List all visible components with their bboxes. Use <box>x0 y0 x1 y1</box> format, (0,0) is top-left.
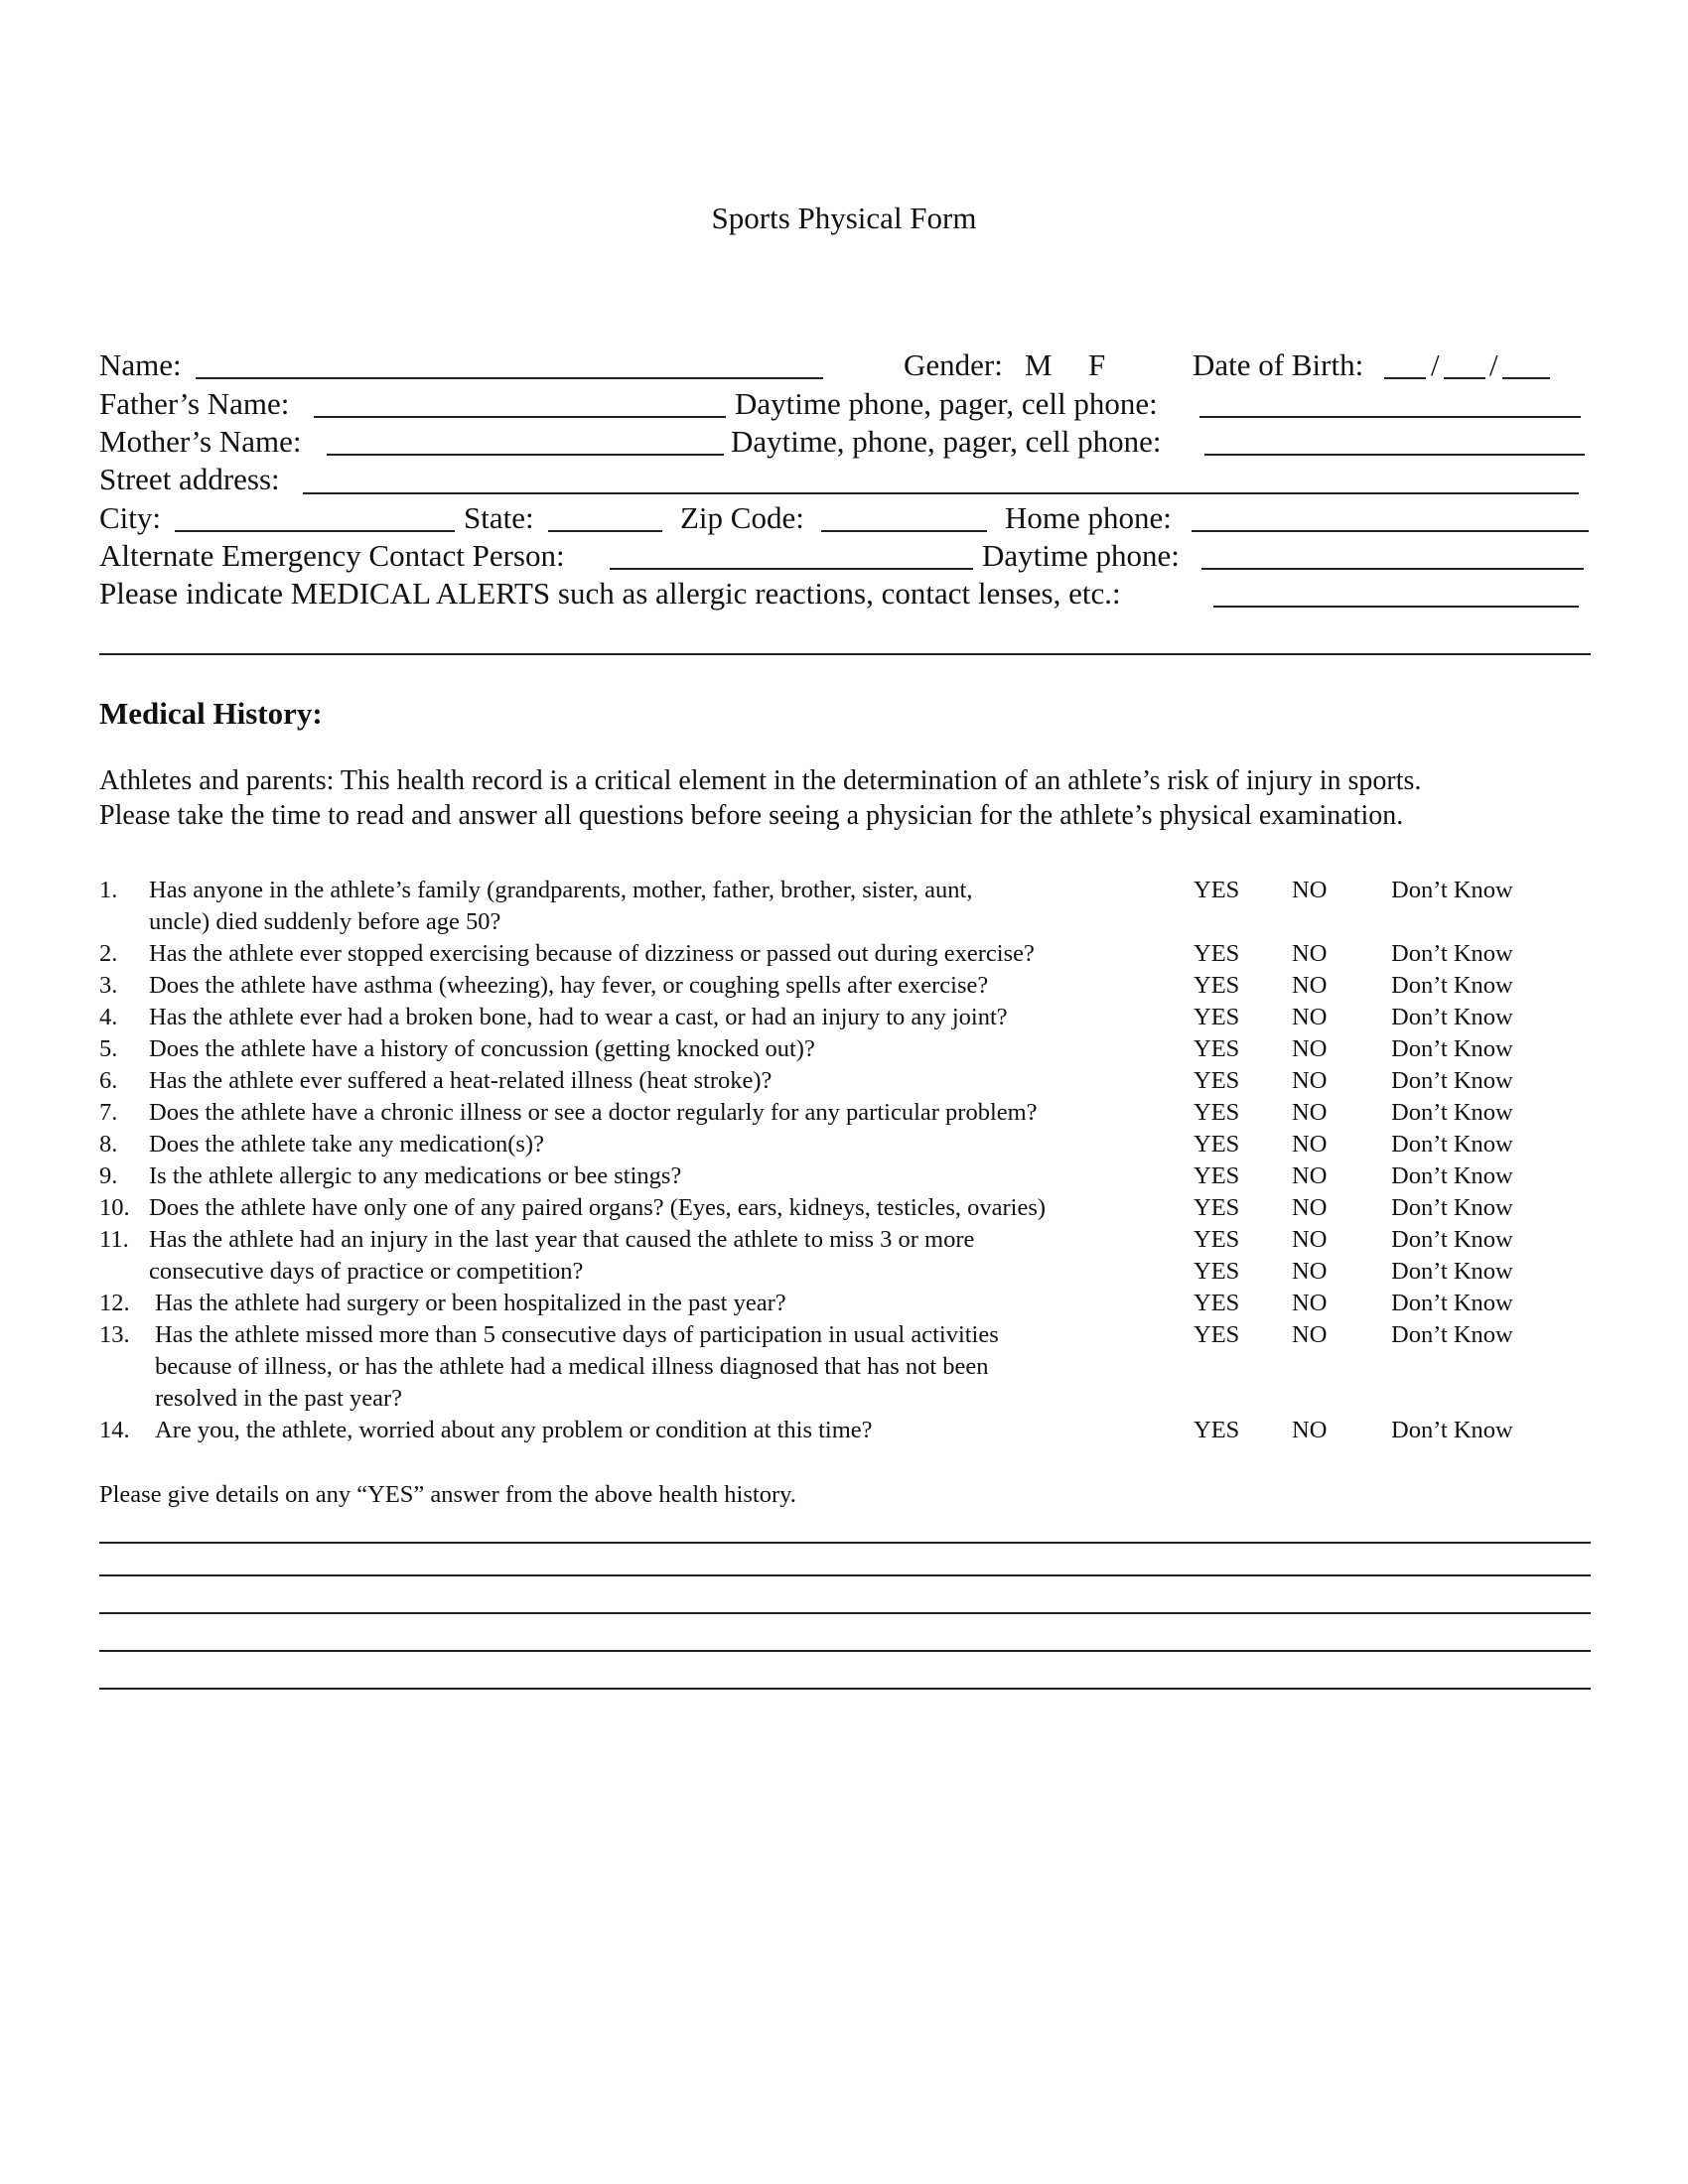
street-address-label: Street address: <box>99 462 280 496</box>
answer-dont-know-option[interactable]: Don’t Know <box>1391 1004 1513 1030</box>
question-number: 3. <box>99 972 118 999</box>
answer-dont-know-option[interactable]: Don’t Know <box>1391 1099 1513 1126</box>
question-text: Does the athlete have only one of any paired organs? (Eyes, ears, kidneys, testicles, ovaries) <box>149 1194 1047 1221</box>
question-text: Has the athlete had an injury in the last year that caused the athlete to miss 3 or more <box>149 1226 975 1253</box>
name-label: Name: <box>99 347 182 382</box>
details-prompt: Please give details on any “YES” answer from the above health history. <box>99 1481 796 1508</box>
question-text: Does the athlete have a chronic illness or see a doctor regularly for any particular problem? <box>149 1099 1038 1126</box>
answer-yes-option[interactable]: YES <box>1194 1321 1240 1348</box>
answer-yes-option[interactable]: YES <box>1194 1258 1240 1285</box>
answer-no-option[interactable]: NO <box>1292 1067 1328 1094</box>
gender-label: Gender: <box>904 347 1003 382</box>
answer-dont-know-option[interactable]: Don’t Know <box>1391 1226 1513 1253</box>
details-line-5[interactable] <box>99 1688 1591 1690</box>
alt-contact-label: Alternate Emergency Contact Person: <box>99 538 565 573</box>
question-text: Has the athlete missed more than 5 consecutive days of participation in usual activities <box>155 1321 999 1348</box>
dob-separator: / <box>1489 347 1498 382</box>
question-text: resolved in the past year? <box>155 1385 402 1412</box>
father-phone-field[interactable] <box>1199 416 1581 418</box>
answer-dont-know-option[interactable]: Don’t Know <box>1391 1321 1513 1348</box>
home-phone-field[interactable] <box>1192 530 1589 532</box>
answer-yes-option[interactable]: YES <box>1194 1035 1240 1062</box>
details-line-3[interactable] <box>99 1612 1591 1614</box>
medical-alerts-field-continued[interactable] <box>99 653 1591 655</box>
question-number: 12. <box>99 1290 130 1316</box>
alt-daytime-phone-label: Daytime phone: <box>982 538 1180 573</box>
answer-no-option[interactable]: NO <box>1292 1258 1328 1285</box>
question-number: 4. <box>99 1004 118 1030</box>
answer-dont-know-option[interactable]: Don’t Know <box>1391 877 1513 903</box>
question-text: Has the athlete ever had a broken bone, had to wear a cast, or had an injury to any joint? <box>149 1004 1008 1030</box>
city-field[interactable] <box>175 530 455 532</box>
answer-dont-know-option[interactable]: Don’t Know <box>1391 1417 1513 1443</box>
answer-no-option[interactable]: NO <box>1292 1162 1328 1189</box>
answer-dont-know-option[interactable]: Don’t Know <box>1391 972 1513 999</box>
medical-history-heading: Medical History: <box>99 696 323 731</box>
dob-separator: / <box>1431 347 1440 382</box>
answer-no-option[interactable]: NO <box>1292 877 1328 903</box>
question-number: 14. <box>99 1417 130 1443</box>
dob-month-field[interactable] <box>1384 377 1426 379</box>
father-phone-label: Daytime phone, pager, cell phone: <box>735 386 1158 421</box>
father-name-label: Father’s Name: <box>99 386 290 421</box>
home-phone-label: Home phone: <box>1005 500 1172 535</box>
question-number: 7. <box>99 1099 118 1126</box>
answer-no-option[interactable]: NO <box>1292 1131 1328 1158</box>
answer-dont-know-option[interactable]: Don’t Know <box>1391 940 1513 967</box>
details-line-4[interactable] <box>99 1650 1591 1652</box>
answer-yes-option[interactable]: YES <box>1194 1226 1240 1253</box>
question-number: 11. <box>99 1226 129 1253</box>
question-number: 1. <box>99 877 118 903</box>
question-number: 8. <box>99 1131 118 1158</box>
question-text: Are you, the athlete, worried about any problem or condition at this time? <box>155 1417 873 1443</box>
question-number: 10. <box>99 1194 130 1221</box>
state-field[interactable] <box>548 530 662 532</box>
question-number: 5. <box>99 1035 118 1062</box>
mother-phone-label: Daytime, phone, pager, cell phone: <box>731 424 1162 459</box>
details-line-2[interactable] <box>99 1574 1591 1576</box>
answer-no-option[interactable]: NO <box>1292 1004 1328 1030</box>
question-text: Has the athlete had surgery or been hospitalized in the past year? <box>155 1290 786 1316</box>
answer-dont-know-option[interactable]: Don’t Know <box>1391 1067 1513 1094</box>
city-label: City: <box>99 500 162 535</box>
question-text: Has the athlete ever suffered a heat-related illness (heat stroke)? <box>149 1067 773 1094</box>
answer-no-option[interactable]: NO <box>1292 972 1328 999</box>
father-name-field[interactable] <box>314 416 726 418</box>
answer-dont-know-option[interactable]: Don’t Know <box>1391 1194 1513 1221</box>
intro-paragraph-line1: Athletes and parents: This health record is a critical element in the determination of an athlete’s risk of injury in sports. <box>99 765 1422 796</box>
question-number: 13. <box>99 1321 130 1348</box>
answer-no-option[interactable]: NO <box>1292 1099 1328 1126</box>
answer-yes-option[interactable]: YES <box>1194 1099 1240 1126</box>
details-line-1[interactable] <box>99 1542 1591 1544</box>
question-number: 2. <box>99 940 118 967</box>
answer-no-option[interactable]: NO <box>1292 1194 1328 1221</box>
answer-no-option[interactable]: NO <box>1292 1417 1328 1443</box>
alt-daytime-phone-field[interactable] <box>1201 568 1584 570</box>
medical-alerts-label: Please indicate MEDICAL ALERTS such as allergic reactions, contact lenses, etc.: <box>99 576 1121 611</box>
intro-paragraph-line2: Please take the time to read and answer all questions before seeing a physician for the athlete’s physical examination. <box>99 800 1404 831</box>
answer-yes-option[interactable]: YES <box>1194 1131 1240 1158</box>
question-number: 6. <box>99 1067 118 1094</box>
question-text: consecutive days of practice or competition? <box>149 1258 584 1285</box>
mother-name-field[interactable] <box>327 454 724 456</box>
gender-option-m[interactable]: M <box>1025 347 1053 382</box>
answer-yes-option[interactable]: YES <box>1194 972 1240 999</box>
question-text: Does the athlete take any medication(s)? <box>149 1131 544 1158</box>
answer-no-option[interactable]: NO <box>1292 1226 1328 1253</box>
answer-yes-option[interactable]: YES <box>1194 877 1240 903</box>
answer-yes-option[interactable]: YES <box>1194 1290 1240 1316</box>
question-text: Has the athlete ever stopped exercising because of dizziness or passed out during exercise? <box>149 940 1035 967</box>
question-text: Does the athlete have asthma (wheezing), hay fever, or coughing spells after exercise? <box>149 972 989 999</box>
dob-year-field[interactable] <box>1502 377 1550 379</box>
question-text: Has anyone in the athlete’s family (grandparents, mother, father, brother, sister, aunt, <box>149 877 973 903</box>
answer-dont-know-option[interactable]: Don’t Know <box>1391 1258 1513 1285</box>
mother-phone-field[interactable] <box>1204 454 1585 456</box>
answer-yes-option[interactable]: YES <box>1194 1004 1240 1030</box>
question-text: uncle) died suddenly before age 50? <box>149 908 501 935</box>
question-number: 9. <box>99 1162 118 1189</box>
answer-dont-know-option[interactable]: Don’t Know <box>1391 1131 1513 1158</box>
zip-code-field[interactable] <box>821 530 987 532</box>
question-text: Does the athlete have a history of concussion (getting knocked out)? <box>149 1035 815 1062</box>
zip-code-label: Zip Code: <box>680 500 804 535</box>
answer-yes-option[interactable]: YES <box>1194 1194 1240 1221</box>
dob-day-field[interactable] <box>1444 377 1485 379</box>
answer-no-option[interactable]: NO <box>1292 1321 1328 1348</box>
answer-yes-option[interactable]: YES <box>1194 1417 1240 1443</box>
answer-no-option[interactable]: NO <box>1292 940 1328 967</box>
dob-label: Date of Birth: <box>1193 347 1364 382</box>
answer-yes-option[interactable]: YES <box>1194 1067 1240 1094</box>
question-text: because of illness, or has the athlete had a medical illness diagnosed that has not been <box>155 1353 989 1380</box>
mother-name-label: Mother’s Name: <box>99 424 302 459</box>
answer-no-option[interactable]: NO <box>1292 1035 1328 1062</box>
answer-no-option[interactable]: NO <box>1292 1290 1328 1316</box>
gender-option-f[interactable]: F <box>1088 347 1106 382</box>
question-text: Is the athlete allergic to any medications or bee stings? <box>149 1162 682 1189</box>
name-field[interactable] <box>196 377 823 379</box>
medical-alerts-field[interactable] <box>1213 606 1579 608</box>
alt-contact-field[interactable] <box>610 568 973 570</box>
answer-dont-know-option[interactable]: Don’t Know <box>1391 1162 1513 1189</box>
answer-yes-option[interactable]: YES <box>1194 940 1240 967</box>
document-title: Sports Physical Form <box>711 201 977 235</box>
answer-dont-know-option[interactable]: Don’t Know <box>1391 1035 1513 1062</box>
answer-dont-know-option[interactable]: Don’t Know <box>1391 1290 1513 1316</box>
state-label: State: <box>464 500 534 535</box>
answer-yes-option[interactable]: YES <box>1194 1162 1240 1189</box>
street-address-field[interactable] <box>303 492 1579 494</box>
